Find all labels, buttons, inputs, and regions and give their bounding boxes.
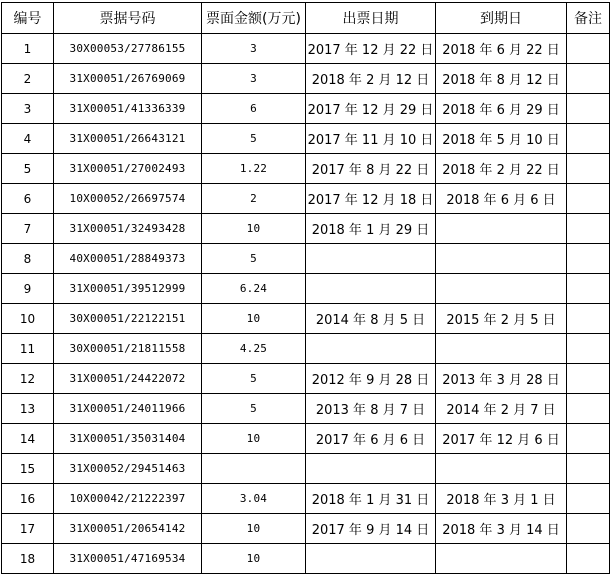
cell-issue-date: 2017 年 12 月 29 日 (306, 94, 436, 124)
cell-no: 5 (2, 154, 54, 184)
cell-issue-date: 2017 年 12 月 18 日 (306, 184, 436, 214)
cell-bill-no: 31X00051/32493428 (54, 214, 202, 244)
cell-amount: 3 (202, 34, 306, 64)
cell-amount: 6.24 (202, 274, 306, 304)
cell-bill-no: 31X00051/39512999 (54, 274, 202, 304)
cell-amount: 10 (202, 544, 306, 574)
cell-no: 4 (2, 124, 54, 154)
cell-issue-date: 2012 年 9 月 28 日 (306, 364, 436, 394)
cell-amount: 3 (202, 64, 306, 94)
cell-remark (567, 64, 610, 94)
cell-remark (567, 454, 610, 484)
table-row (2, 94, 610, 124)
table-row (2, 124, 610, 154)
cell-bill-no: 31X00052/29451463 (54, 454, 202, 484)
cell-amount: 10 (202, 304, 306, 334)
cell-amount: 10 (202, 514, 306, 544)
cell-bill-no: 31X00051/26769069 (54, 64, 202, 94)
table-row (2, 334, 610, 364)
cell-due-date: 2018 年 6 月 29 日 (436, 94, 567, 124)
cell-amount (202, 454, 306, 484)
cell-remark (567, 334, 610, 364)
table-row (2, 34, 610, 64)
cell-remark (567, 34, 610, 64)
cell-remark (567, 214, 610, 244)
cell-due-date: 2018 年 5 月 10 日 (436, 124, 567, 154)
cell-due-date: 2018 年 2 月 22 日 (436, 154, 567, 184)
cell-bill-no: 31X00051/41336339 (54, 94, 202, 124)
cell-issue-date (306, 544, 436, 574)
cell-due-date: 2018 年 6 月 22 日 (436, 34, 567, 64)
cell-issue-date: 2018 年 2 月 12 日 (306, 64, 436, 94)
cell-due-date (436, 274, 567, 304)
cell-due-date: 2013 年 3 月 28 日 (436, 364, 567, 394)
cell-no: 13 (2, 394, 54, 424)
cell-bill-no: 31X00051/26643121 (54, 124, 202, 154)
cell-due-date: 2017 年 12 月 6 日 (436, 424, 567, 454)
cell-no: 14 (2, 424, 54, 454)
cell-no: 12 (2, 364, 54, 394)
table-row (2, 394, 610, 424)
cell-amount: 5 (202, 394, 306, 424)
cell-amount: 10 (202, 424, 306, 454)
table-row (2, 64, 610, 94)
table-row (2, 214, 610, 244)
cell-issue-date: 2014 年 8 月 5 日 (306, 304, 436, 334)
cell-amount: 4.25 (202, 334, 306, 364)
cell-issue-date: 2018 年 1 月 31 日 (306, 484, 436, 514)
cell-remark (567, 304, 610, 334)
cell-bill-no: 31X00051/24422072 (54, 364, 202, 394)
table-row (2, 304, 610, 334)
cell-bill-no: 30X00051/22122151 (54, 304, 202, 334)
cell-amount: 5 (202, 244, 306, 274)
cell-issue-date: 2018 年 1 月 29 日 (306, 214, 436, 244)
cell-issue-date (306, 334, 436, 364)
cell-no: 17 (2, 514, 54, 544)
table-row (2, 514, 610, 544)
cell-remark (567, 154, 610, 184)
cell-no: 16 (2, 484, 54, 514)
header-due-date: 到期日 (436, 3, 567, 34)
header-bill-no: 票据号码 (54, 3, 202, 34)
table-row (2, 454, 610, 484)
cell-amount: 6 (202, 94, 306, 124)
cell-no: 1 (2, 34, 54, 64)
cell-amount: 5 (202, 124, 306, 154)
cell-issue-date: 2017 年 6 月 6 日 (306, 424, 436, 454)
cell-amount: 5 (202, 364, 306, 394)
cell-due-date (436, 544, 567, 574)
header-no: 编号 (2, 3, 54, 34)
cell-no: 3 (2, 94, 54, 124)
cell-no: 18 (2, 544, 54, 574)
cell-no: 11 (2, 334, 54, 364)
cell-remark (567, 184, 610, 214)
cell-bill-no: 31X00051/47169534 (54, 544, 202, 574)
cell-issue-date: 2017 年 8 月 22 日 (306, 154, 436, 184)
cell-remark (567, 244, 610, 274)
cell-issue-date: 2017 年 11 月 10 日 (306, 124, 436, 154)
table-row (2, 484, 610, 514)
cell-remark (567, 94, 610, 124)
cell-issue-date: 2017 年 12 月 22 日 (306, 34, 436, 64)
cell-bill-no: 40X00051/28849373 (54, 244, 202, 274)
cell-amount: 1.22 (202, 154, 306, 184)
cell-due-date (436, 334, 567, 364)
cell-no: 10 (2, 304, 54, 334)
cell-bill-no: 31X00051/20654142 (54, 514, 202, 544)
cell-remark (567, 424, 610, 454)
cell-amount: 10 (202, 214, 306, 244)
cell-issue-date (306, 244, 436, 274)
table-body (2, 34, 610, 574)
cell-due-date: 2015 年 2 月 5 日 (436, 304, 567, 334)
header-amount: 票面金额(万元) (202, 3, 306, 34)
table-row (2, 544, 610, 574)
cell-due-date: 2018 年 3 月 1 日 (436, 484, 567, 514)
table-row (2, 274, 610, 304)
cell-bill-no: 31X00051/35031404 (54, 424, 202, 454)
cell-no: 7 (2, 214, 54, 244)
cell-due-date: 2018 年 8 月 12 日 (436, 64, 567, 94)
table-row (2, 154, 610, 184)
cell-bill-no: 10X00042/21222397 (54, 484, 202, 514)
cell-due-date (436, 454, 567, 484)
cell-amount: 2 (202, 184, 306, 214)
cell-remark (567, 514, 610, 544)
cell-bill-no: 31X00051/24011966 (54, 394, 202, 424)
header-issue-date: 出票日期 (306, 3, 436, 34)
cell-due-date: 2014 年 2 月 7 日 (436, 394, 567, 424)
cell-due-date (436, 214, 567, 244)
cell-bill-no: 30X00053/27786155 (54, 34, 202, 64)
cell-remark (567, 544, 610, 574)
cell-no: 2 (2, 64, 54, 94)
cell-bill-no: 10X00052/26697574 (54, 184, 202, 214)
cell-issue-date (306, 274, 436, 304)
cell-no: 15 (2, 454, 54, 484)
header-remark: 备注 (567, 3, 610, 34)
cell-no: 9 (2, 274, 54, 304)
cell-bill-no: 31X00051/27002493 (54, 154, 202, 184)
table-row (2, 244, 610, 274)
bills-table (1, 2, 610, 574)
cell-remark (567, 394, 610, 424)
header-row (2, 3, 610, 34)
cell-bill-no: 30X00051/21811558 (54, 334, 202, 364)
cell-issue-date: 2017 年 9 月 14 日 (306, 514, 436, 544)
cell-remark (567, 364, 610, 394)
cell-remark (567, 124, 610, 154)
table-row (2, 424, 610, 454)
cell-no: 6 (2, 184, 54, 214)
cell-due-date: 2018 年 6 月 6 日 (436, 184, 567, 214)
cell-issue-date: 2013 年 8 月 7 日 (306, 394, 436, 424)
table-row (2, 184, 610, 214)
cell-amount: 3.04 (202, 484, 306, 514)
cell-issue-date (306, 454, 436, 484)
cell-due-date: 2018 年 3 月 14 日 (436, 514, 567, 544)
cell-remark (567, 274, 610, 304)
cell-due-date (436, 244, 567, 274)
table-row (2, 364, 610, 394)
cell-remark (567, 484, 610, 514)
cell-no: 8 (2, 244, 54, 274)
